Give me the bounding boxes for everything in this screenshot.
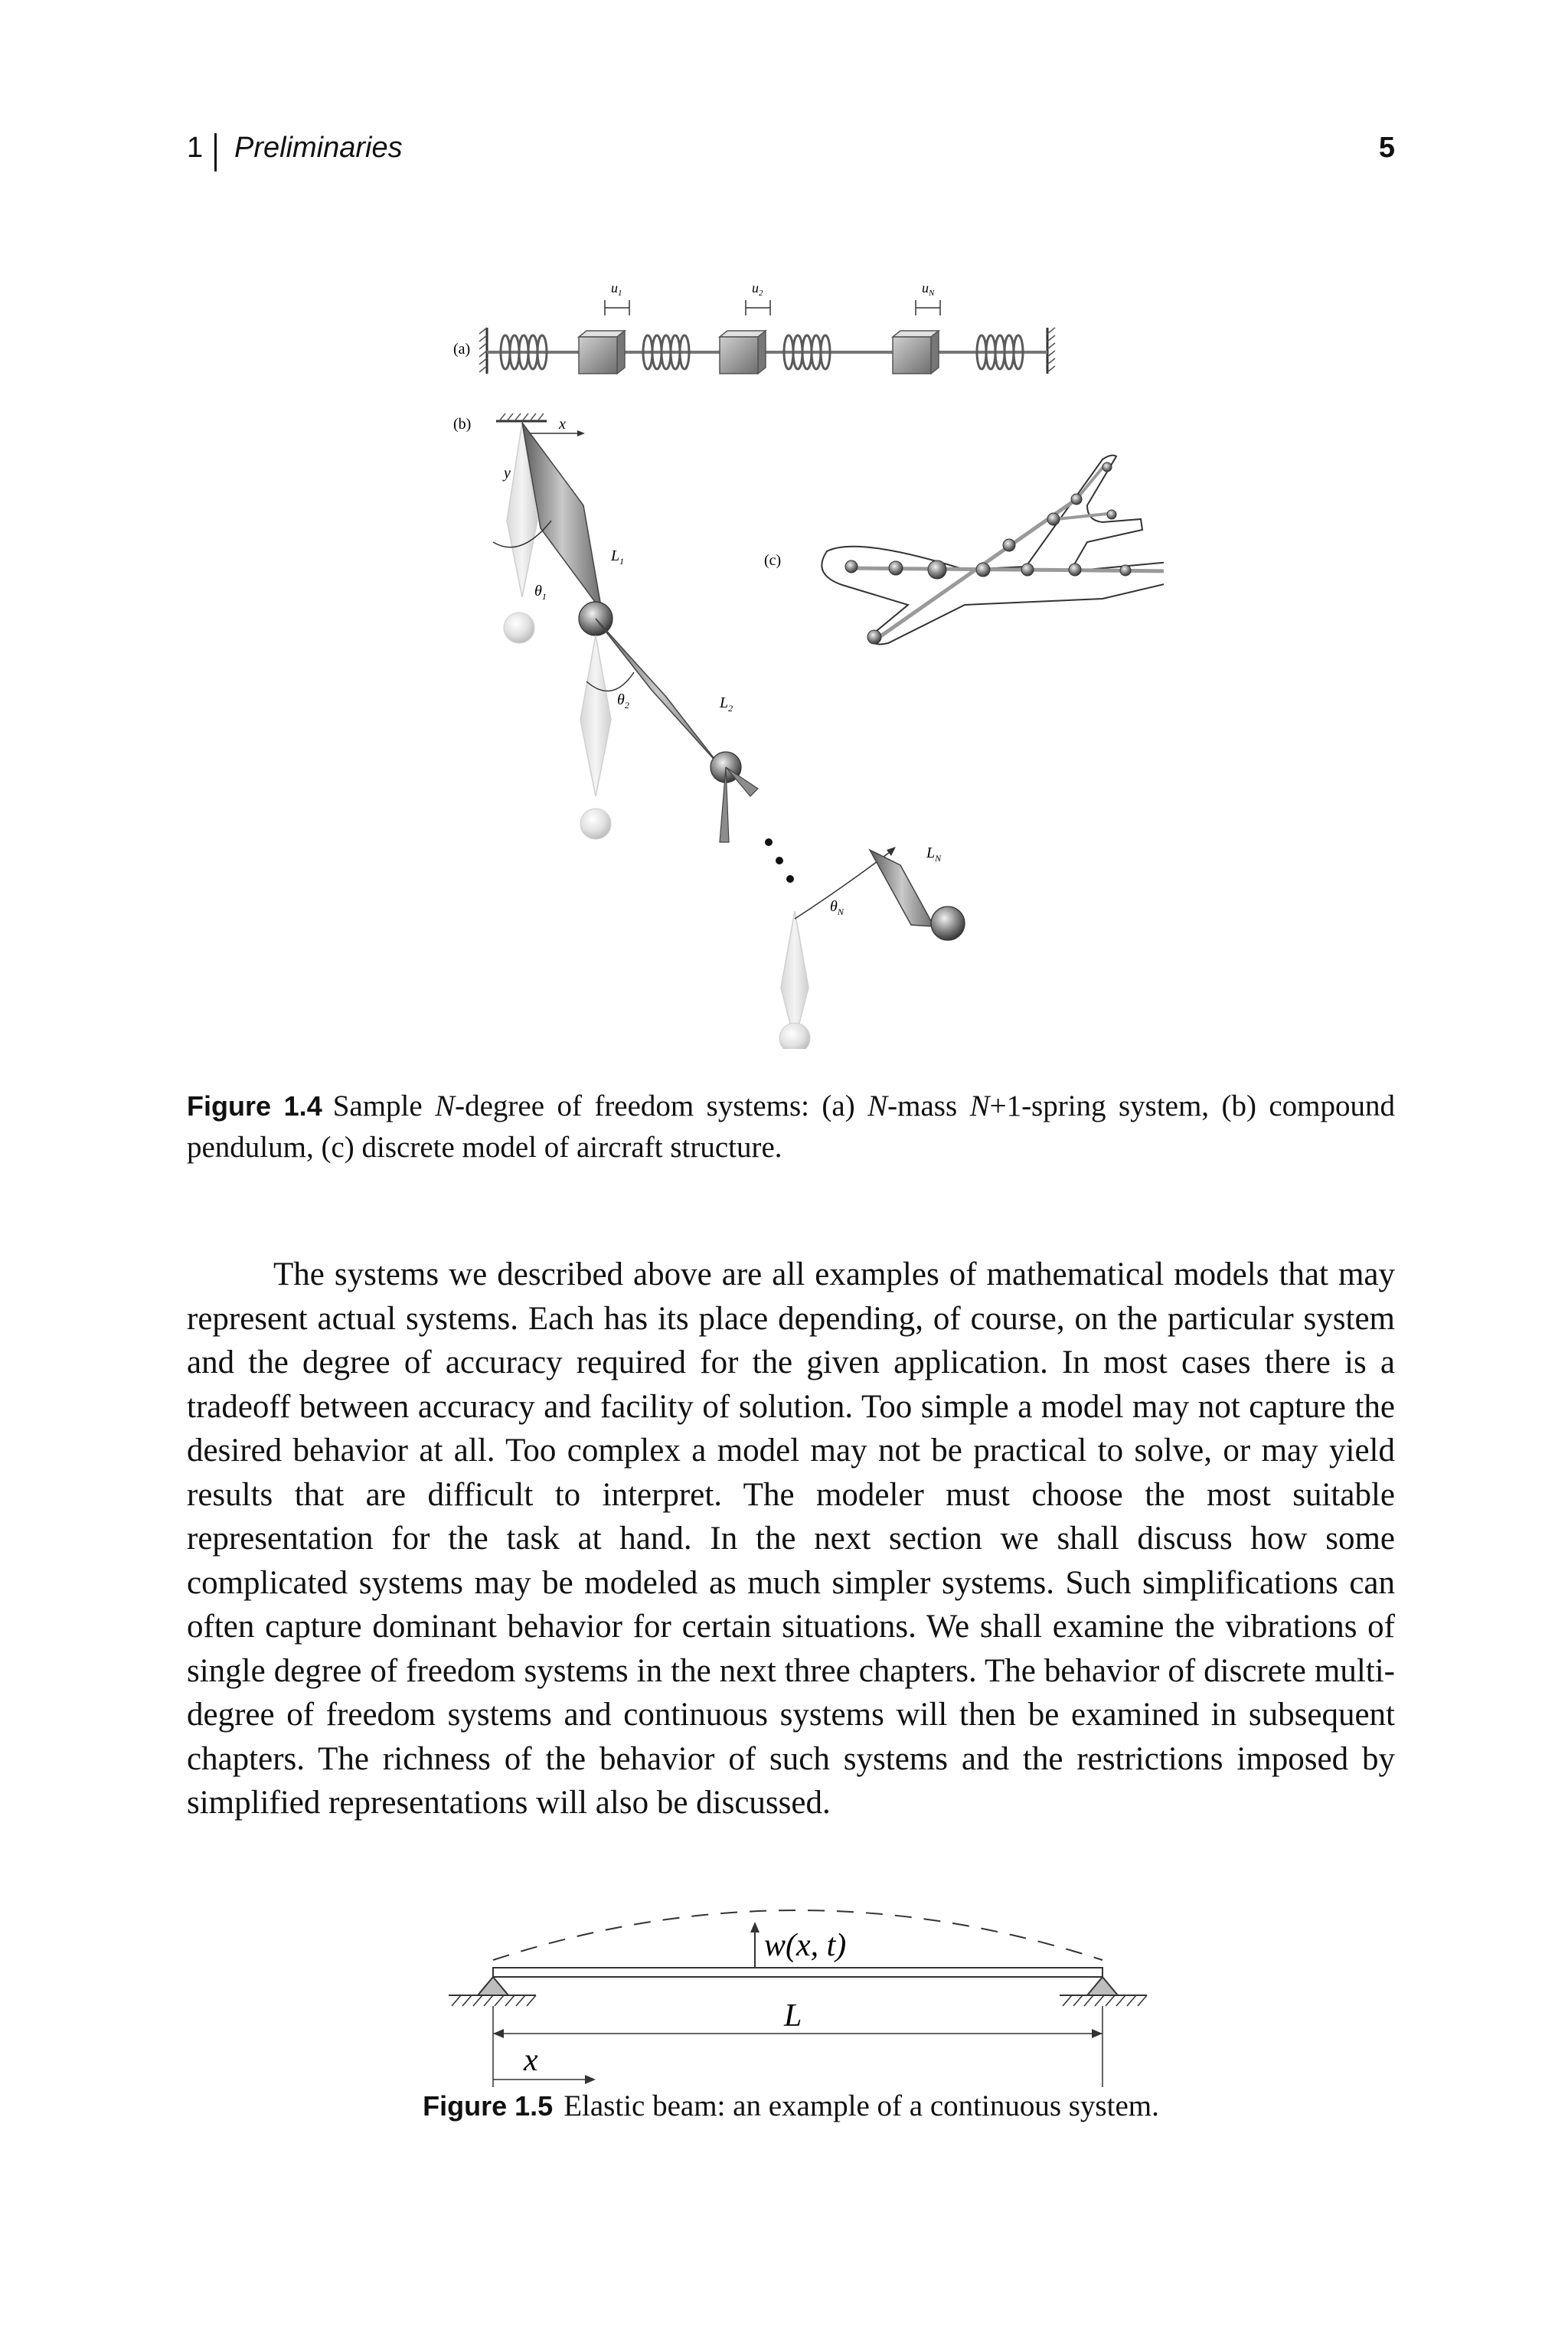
figure-1-5: [429, 1891, 1164, 2090]
u2-label: $u_2$: [752, 280, 763, 298]
page-number: 5: [1378, 132, 1395, 164]
panel-c-label: (c): [764, 552, 782, 569]
x-coordinate-label: x: [524, 2043, 538, 2078]
panel-b-label: (b): [453, 416, 472, 433]
x-axis-label: x: [559, 416, 566, 433]
panel-b-compound-pendulum: [453, 413, 965, 1049]
header-divider: [214, 133, 217, 172]
mass-n: [893, 331, 939, 374]
chapter-title: Preliminaries: [234, 132, 403, 164]
right-support: [1060, 1977, 1147, 2006]
figure-1-4-label: Figure 1.4: [187, 1090, 322, 1122]
theta1-label: $\theta_1$: [534, 583, 547, 602]
y-axis-label: y: [504, 465, 511, 482]
mass-1: [579, 331, 625, 374]
panel-a-spring-mass: [453, 280, 1055, 374]
mass-2: [720, 331, 766, 374]
figure-1-5-caption: Figure 1.5 Elastic beam: an example of a continuous system.: [423, 2089, 1159, 2122]
figure-1-4: [429, 276, 1164, 1049]
l1-label: $L_1$: [611, 547, 625, 567]
left-support: [449, 1977, 536, 2006]
running-head: [187, 132, 1395, 175]
chapter-number: 1: [187, 132, 204, 164]
length-label: L: [784, 1998, 802, 2034]
figure-1-4-caption: Figure 1.4 Sample N-degree of freedom systems: (a) N-mass N+1-spring system, (b) compound pendulum, (c) discrete model of aircraft structure.: [187, 1090, 1395, 1164]
panel-a-label: (a): [453, 341, 471, 358]
thetan-label: $\theta_N$: [830, 898, 844, 917]
elastic-beam: [493, 1968, 1102, 1977]
l2-label: $L_2$: [720, 694, 733, 714]
deflection-label: w(x, t): [764, 1928, 847, 1963]
theta2-label: $\theta_2$: [617, 691, 629, 711]
panel-c-aircraft-model: [764, 456, 1164, 645]
figure-1-5-label: Figure 1.5: [423, 2090, 554, 2122]
body-paragraph: The systems we described above are all examples of mathematical models that may represent actual systems. Each has its place depending, of course, on the particular system and the degree of accuracy required for the given application. In most cases there is a tradeoff between accuracy and facility of solution. Too simple a model may not capture the desired behavior at all. Too complex a model may not be practical to solve, or may yield results that are difficult to interpret. The modeler must choose the most suitable representation for the task at hand. In the next section we shall discuss how some complicated systems may be modeled as much simpler systems. Such simplifications can often capture dominant behavior for certain situations. We shall examine the vibrations of single degree of freedom systems in the next three chapters. The behavior of discrete multi-degree of freedom systems and continuous systems will then be examined in subsequent chapters. The richness of the behavior of such systems and the restrictions imposed by simplified representations will also be discussed.: [187, 1256, 1395, 1821]
u1-label: $u_1$: [611, 280, 622, 298]
un-label: $u_N$: [922, 280, 935, 298]
ln-label: $L_N$: [926, 845, 942, 864]
